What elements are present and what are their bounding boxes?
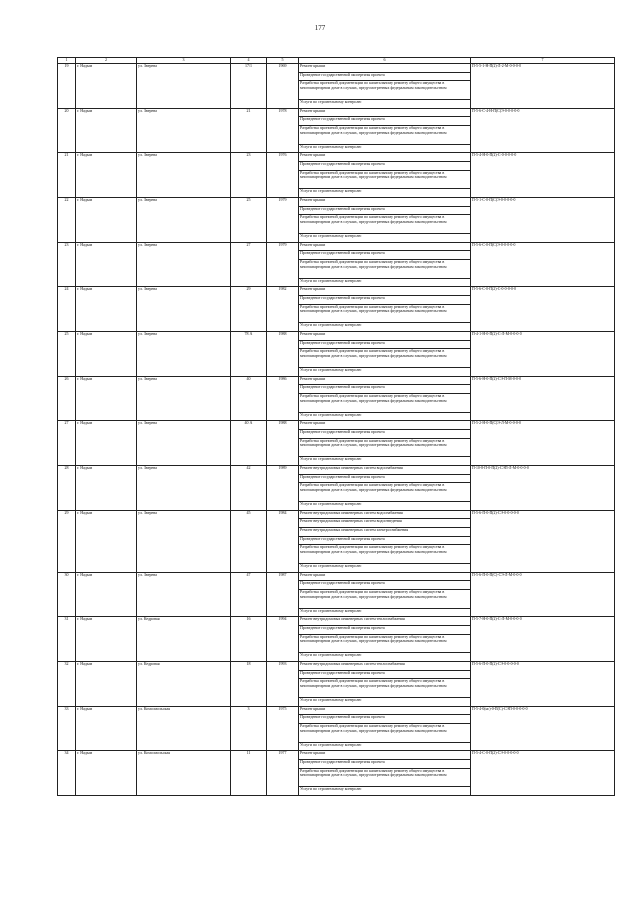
street-cell: ул. Зверева xyxy=(137,572,231,617)
work-type-cell: Разработка проектной документации по капитальному ремонту общего имущества в многоквартирном доме в случаях, предусмотренных федеральным законодательством xyxy=(299,170,471,189)
build-year-cell: 1984 xyxy=(267,510,299,572)
table-row xyxy=(58,287,615,296)
city-cell: г. Надым xyxy=(76,706,137,751)
street-cell: ул. Зверева xyxy=(137,376,231,421)
build-year-cell: 1979 xyxy=(267,242,299,287)
build-year-cell: 1979 xyxy=(267,197,299,242)
street-cell: ул. Зверева xyxy=(137,108,231,153)
work-type-cell: Ремонт крыши xyxy=(299,153,471,162)
house-number-cell: 40 А xyxy=(231,421,267,466)
work-code-cell: П-5-4-С-0-П(2)-СЭ-0-0-0-0-0 xyxy=(471,751,615,796)
row-number-cell: 24 xyxy=(58,287,76,332)
city-cell: г. Надым xyxy=(76,510,137,572)
build-year-cell: 1986 xyxy=(267,376,299,421)
table-row xyxy=(58,64,615,73)
build-year-cell: 1993 xyxy=(267,661,299,706)
house-number-cell: 42 xyxy=(231,465,267,510)
row-number-cell: 30 xyxy=(58,572,76,617)
house-number-cell: 45 xyxy=(231,510,267,572)
work-type-cell: Проведение государственной экспертизы проекта xyxy=(299,117,471,126)
city-cell: г. Надым xyxy=(76,108,137,153)
row-number-cell: 23 xyxy=(58,242,76,287)
street-cell: ул. Комсомольская xyxy=(137,751,231,796)
work-type-cell: Разработка проектной документации по капитальному ремонту общего имущества в многоквартирном доме в случаях, предусмотренных федеральным законодательством xyxy=(299,81,471,100)
table-row xyxy=(58,465,615,474)
house-number-cell: 11 xyxy=(231,751,267,796)
work-type-cell: Ремонт внутридомовых инженерных систем водоснабжения xyxy=(299,510,471,519)
house-number-cell: 23 xyxy=(231,153,267,198)
table-row xyxy=(58,510,615,519)
work-code-cell: П-5-4-0(нс)-0-П(С)-СЭП-0-0-0-0-0 xyxy=(471,706,615,751)
city-cell: г. Надым xyxy=(76,465,137,510)
work-code-cell: П-5-6-П-0-П(С)-СЭ-Л-М-0-0-0 xyxy=(471,572,615,617)
work-type-cell: Разработка проектной документации по капитальному ремонту общего имущества в многоквартирном доме в случаях, предусмотренных федеральным законодательством xyxy=(299,393,471,412)
works-register-table xyxy=(57,57,615,796)
work-type-cell: Разработка проектной документации по капитальному ремонту общего имущества в многоквартирном доме в случаях, предусмотренных федеральным законодательством xyxy=(299,768,471,787)
work-type-cell: Проведение государственной экспертизы проекта xyxy=(299,474,471,483)
work-type-cell: Услуги по строительному контролю xyxy=(299,563,471,572)
street-cell: ул. Зверева xyxy=(137,153,231,198)
row-number-cell: 21 xyxy=(58,153,76,198)
row-number-cell: 26 xyxy=(58,376,76,421)
table-row xyxy=(58,751,615,760)
page-number: 177 xyxy=(314,24,326,32)
row-number-cell: 20 xyxy=(58,108,76,153)
column-header: 3 xyxy=(137,58,231,64)
work-type-cell: Ремонт внутридомовых инженерных систем теплоснабжения xyxy=(299,617,471,626)
work-type-cell: Проведение государственной экспертизы проекта xyxy=(299,429,471,438)
house-number-cell: 16 xyxy=(231,617,267,662)
table-row xyxy=(58,617,615,626)
work-type-cell: Проведение государственной экспертизы проекта xyxy=(299,759,471,768)
column-header: 6 xyxy=(299,58,471,64)
work-code-cell: П-5-6-С-0-П(2)-С-0-0-0-0-0 xyxy=(471,287,615,332)
street-cell: ул. Зверева xyxy=(137,64,231,109)
work-type-cell: Проведение государственной экспертизы проекта xyxy=(299,536,471,545)
row-number-cell: 32 xyxy=(58,661,76,706)
work-code-cell: П-5-7-Н-0-П(2)-С-Л-М-0-0-0-0 xyxy=(471,617,615,662)
work-type-cell: Проведение государственной экспертизы проекта xyxy=(299,206,471,215)
work-type-cell: Услуги по строительному контролю xyxy=(299,501,471,510)
work-type-cell: Услуги по строительному контролю xyxy=(299,787,471,796)
work-type-cell: Услуги по строительному контролю xyxy=(299,367,471,376)
work-type-cell: Услуги по строительному контролю xyxy=(299,457,471,466)
work-code-cell: П-5-6-П-0-П(2)-СЭ-0-0-0-0-0 xyxy=(471,510,615,572)
street-cell: ул. Зверева xyxy=(137,287,231,332)
house-number-cell: 29 xyxy=(231,287,267,332)
row-number-cell: 31 xyxy=(58,617,76,662)
work-type-cell: Услуги по строительному контролю xyxy=(299,144,471,153)
house-number-cell: 25 xyxy=(231,197,267,242)
row-number-cell: 22 xyxy=(58,197,76,242)
work-type-cell: Разработка проектной документации по капитальному ремонту общего имущества в многоквартирном доме в случаях, предусмотренных федеральным законодательством xyxy=(299,589,471,608)
work-type-cell: Ремонт крыши xyxy=(299,376,471,385)
city-cell: г. Надым xyxy=(76,287,137,332)
work-type-cell: Ремонт крыши xyxy=(299,242,471,251)
work-type-cell: Ремонт крыши xyxy=(299,421,471,430)
work-type-cell: Услуги по строительному контролю xyxy=(299,189,471,198)
street-cell: ул. Зверева xyxy=(137,331,231,376)
house-number-cell: 78 А xyxy=(231,331,267,376)
street-cell: ул. Зверева xyxy=(137,197,231,242)
work-code-cell: П-4-1-Н-0-П(2)-С-Л-М-0-0-0-0 xyxy=(471,331,615,376)
work-type-cell: Ремонт крыши xyxy=(299,197,471,206)
row-number-cell: 19 xyxy=(58,64,76,109)
column-header: 7 xyxy=(471,58,615,64)
street-cell: ул. Комсомольская xyxy=(137,706,231,751)
work-type-cell: Услуги по строительному контролю xyxy=(299,323,471,332)
work-type-cell: Проведение государственной экспертизы проекта xyxy=(299,581,471,590)
build-year-cell: 1988 xyxy=(267,421,299,466)
column-header: 4 xyxy=(231,58,267,64)
table-row xyxy=(58,242,615,251)
row-number-cell: 25 xyxy=(58,331,76,376)
work-code-cell: П-5-6-С-4-Н-П(С)Э-0-0-0-0-0 xyxy=(471,108,615,153)
house-number-cell: 21 xyxy=(231,108,267,153)
row-number-cell: 27 xyxy=(58,421,76,466)
work-type-cell: Разработка проектной документации по капитальному ремонту общего имущества в многоквартирном доме в случаях, предусмотренных федеральным законодательством xyxy=(299,438,471,457)
house-number-cell: 40 xyxy=(231,376,267,421)
row-number-cell: 33 xyxy=(58,706,76,751)
work-type-cell: Проведение государственной экспертизы проекта xyxy=(299,162,471,171)
house-number-cell: 18 xyxy=(231,661,267,706)
table-row xyxy=(58,108,615,117)
build-year-cell: 1994 xyxy=(267,617,299,662)
work-type-cell: Ремонт крыши xyxy=(299,706,471,715)
work-type-cell: Разработка проектной документации по капитальному ремонту общего имущества в многоквартирном доме в случаях, предусмотренных федеральным законодательством xyxy=(299,545,471,564)
work-type-cell: Услуги по строительному контролю xyxy=(299,697,471,706)
city-cell: г. Надым xyxy=(76,197,137,242)
table-body xyxy=(58,58,615,796)
work-type-cell: Проведение государственной экспертизы проекта xyxy=(299,715,471,724)
work-code-cell: П-5-2-Н-0-П(С)Э-Л-М-0-0-0-0 xyxy=(471,421,615,466)
work-code-cell: П-5-6-С-0-П(С)Э-0-0-0-0-0 xyxy=(471,242,615,287)
work-code-cell: П-5-5-1-Н-П(2)-Л-2-М-0-0-0-0 xyxy=(471,64,615,109)
table-row xyxy=(58,331,615,340)
build-year-cell: 1978 xyxy=(267,108,299,153)
house-number-cell: 17/1 xyxy=(231,64,267,109)
work-type-cell: Ремонт крыши xyxy=(299,287,471,296)
table-row xyxy=(58,421,615,430)
city-cell: г. Надым xyxy=(76,751,137,796)
build-year-cell: 1988 xyxy=(267,331,299,376)
work-type-cell: Разработка проектной документации по капитальному ремонту общего имущества в многоквартирном доме в случаях, предусмотренных федеральным законодательством xyxy=(299,349,471,368)
city-cell: г. Надым xyxy=(76,376,137,421)
work-type-cell: Услуги по строительному контролю xyxy=(299,99,471,108)
work-code-cell: П-5-6-Н-0-П(2)-СЭ-П-М-0-0-0 xyxy=(471,376,615,421)
work-code-cell: П-10-8-П-0-П(2)-СЭП-Л-М-0-0-0-0 xyxy=(471,465,615,510)
work-type-cell: Ремонт крыши xyxy=(299,331,471,340)
city-cell: г. Надым xyxy=(76,242,137,287)
work-type-cell: Проведение государственной экспертизы проекта xyxy=(299,251,471,260)
work-type-cell: Разработка проектной документации по капитальному ремонту общего имущества в многоквартирном доме в случаях, предусмотренных федеральным законодательством xyxy=(299,679,471,698)
work-type-cell: Разработка проектной документации по капитальному ремонту общего имущества в многоквартирном доме в случаях, предусмотренных федеральным законодательством xyxy=(299,126,471,145)
build-year-cell: 1975 xyxy=(267,706,299,751)
work-type-cell: Ремонт крыши xyxy=(299,64,471,73)
street-cell: ул. Зверева xyxy=(137,465,231,510)
work-type-cell: Проведение государственной экспертизы проекта xyxy=(299,385,471,394)
work-type-cell: Ремонт крыши xyxy=(299,108,471,117)
city-cell: г. Надым xyxy=(76,421,137,466)
work-type-cell: Услуги по строительному контролю xyxy=(299,412,471,421)
work-type-cell: Разработка проектной документации по капитальному ремонту общего имущества в многоквартирном доме в случаях, предусмотренных федеральным законодательством xyxy=(299,215,471,234)
row-number-cell: 34 xyxy=(58,751,76,796)
column-header: 5 xyxy=(267,58,299,64)
work-type-cell: Разработка проектной документации по капитальному ремонту общего имущества в многоквартирном доме в случаях, предусмотренных федеральным законодательством xyxy=(299,260,471,279)
work-type-cell: Проведение государственной экспертизы проекта xyxy=(299,340,471,349)
work-code-cell: П-5-4-Н-0-П(2)-С-0-0-0-0-0 xyxy=(471,153,615,198)
work-type-cell: Ремонт крыши xyxy=(299,751,471,760)
street-cell: ул. Зверева xyxy=(137,421,231,466)
work-type-cell: Проведение государственной экспертизы проекта xyxy=(299,625,471,634)
street-cell: ул. Кедровая xyxy=(137,617,231,662)
work-type-cell: Услуги по строительному контролю xyxy=(299,278,471,287)
build-year-cell: 1987 xyxy=(267,572,299,617)
column-header: 1 xyxy=(58,58,76,64)
work-type-cell: Проведение государственной экспертизы проекта xyxy=(299,72,471,81)
row-number-cell: 28 xyxy=(58,465,76,510)
work-type-cell: Разработка проектной документации по капитальному ремонту общего имущества в многоквартирном доме в случаях, предусмотренных федеральным законодательством xyxy=(299,723,471,742)
house-number-cell: 27 xyxy=(231,242,267,287)
city-cell: г. Надым xyxy=(76,64,137,109)
street-cell: ул. Зверева xyxy=(137,510,231,572)
house-number-cell: 3 xyxy=(231,706,267,751)
work-type-cell: Разработка проектной документации по капитальному ремонту общего имущества в многоквартирном доме в случаях, предусмотренных федеральным законодательством xyxy=(299,634,471,653)
work-type-cell: Ремонт внутридомовых инженерных систем водоснабжения xyxy=(299,465,471,474)
row-number-cell: 29 xyxy=(58,510,76,572)
work-code-cell: П-5-1-С-0-П(С)Э-0-0-0-0-0 xyxy=(471,197,615,242)
table-row xyxy=(58,153,615,162)
city-cell: г. Надым xyxy=(76,661,137,706)
work-type-cell: Ремонт внутридомовых инженерных систем водоотведения xyxy=(299,519,471,528)
table-row xyxy=(58,197,615,206)
work-type-cell: Ремонт крыши xyxy=(299,572,471,581)
work-code-cell: П-5-6-П-0-П(2)-СЭ-0-0-0-0-0 xyxy=(471,661,615,706)
street-cell: ул. Кедровая xyxy=(137,661,231,706)
city-cell: г. Надым xyxy=(76,617,137,662)
work-type-cell: Ремонт внутридомовых инженерных систем электроснабжения xyxy=(299,527,471,536)
city-cell: г. Надым xyxy=(76,153,137,198)
work-type-cell: Разработка проектной документации по капитальному ремонту общего имущества в многоквартирном доме в случаях, предусмотренных федеральным законодательством xyxy=(299,483,471,502)
build-year-cell: 1969 xyxy=(267,64,299,109)
work-type-cell: Услуги по строительному контролю xyxy=(299,608,471,617)
work-type-cell: Ремонт внутридомовых инженерных систем теплоснабжения xyxy=(299,661,471,670)
table-row xyxy=(58,706,615,715)
build-year-cell: 1982 xyxy=(267,287,299,332)
work-type-cell: Проведение государственной экспертизы проекта xyxy=(299,295,471,304)
work-type-cell: Разработка проектной документации по капитальному ремонту общего имущества в многоквартирном доме в случаях, предусмотренных федеральным законодательством xyxy=(299,304,471,323)
column-header: 2 xyxy=(76,58,137,64)
build-year-cell: 1977 xyxy=(267,751,299,796)
table-row xyxy=(58,376,615,385)
city-cell: г. Надым xyxy=(76,331,137,376)
build-year-cell: 1989 xyxy=(267,465,299,510)
work-type-cell: Услуги по строительному контролю xyxy=(299,742,471,751)
work-type-cell: Проведение государственной экспертизы проекта xyxy=(299,670,471,679)
table-row xyxy=(58,661,615,670)
house-number-cell: 47 xyxy=(231,572,267,617)
work-type-cell: Услуги по строительному контролю xyxy=(299,233,471,242)
table-row xyxy=(58,572,615,581)
street-cell: ул. Зверева xyxy=(137,242,231,287)
work-type-cell: Услуги по строительному контролю xyxy=(299,653,471,662)
city-cell: г. Надым xyxy=(76,572,137,617)
build-year-cell: 1976 xyxy=(267,153,299,198)
